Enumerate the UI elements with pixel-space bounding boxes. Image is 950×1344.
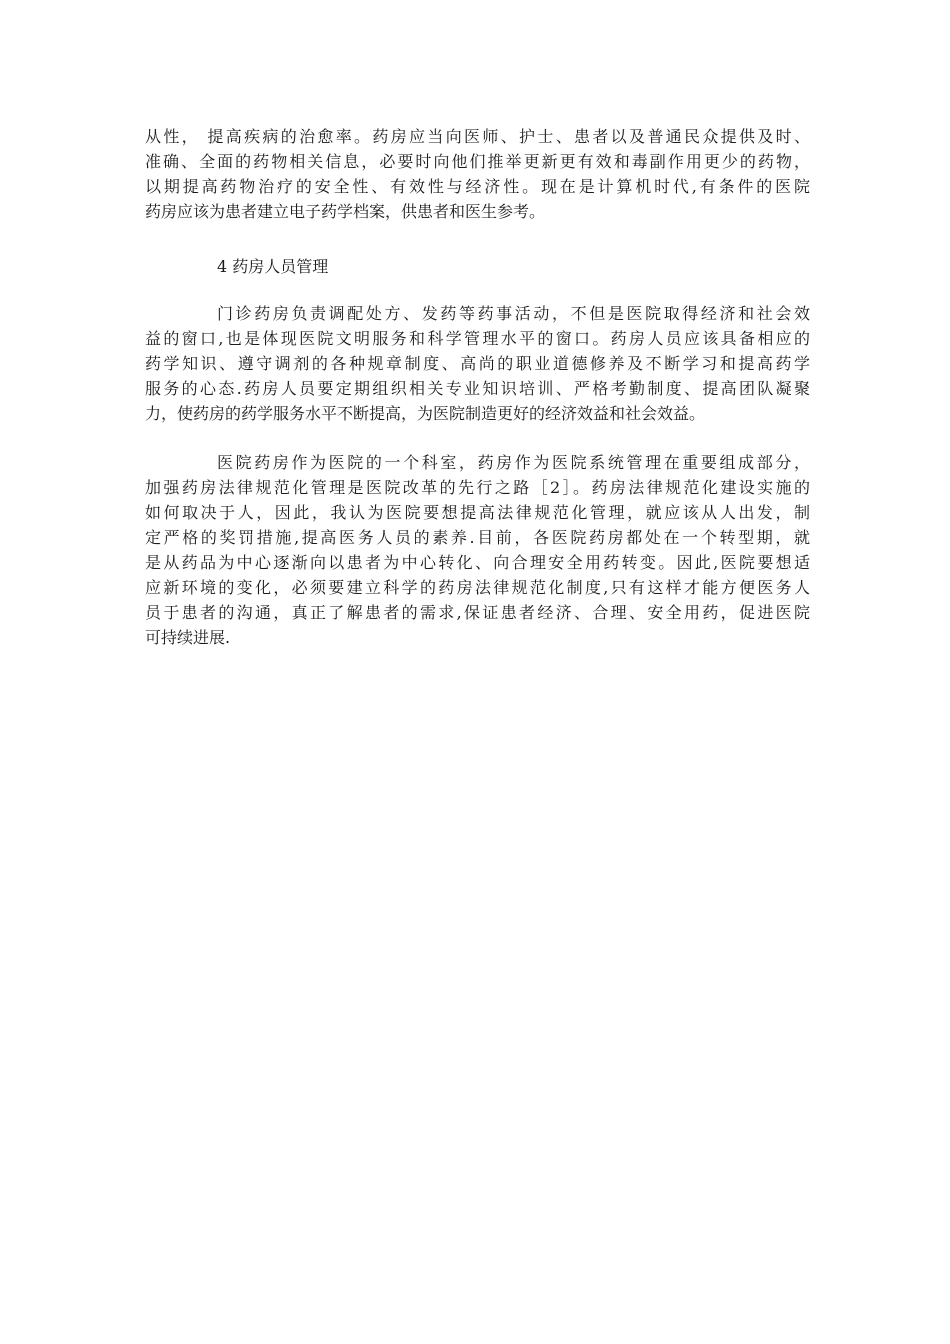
section-heading-text: 4 药房人员管理	[217, 257, 329, 276]
paragraph-1	[145, 124, 810, 224]
paragraph-line: 药房应该为患者建立电子药学档案，供患者和医生参考。	[145, 202, 546, 221]
section-heading	[145, 254, 810, 279]
paragraph-line: 门诊药房负责调配处方、发药等药事活动，不但是医院取得经济和社会效	[217, 304, 810, 323]
paragraph-line: 益的窗口,也是体现医院文明服务和科学管理水平的窗口。药房人员应该具备相应的	[145, 329, 810, 348]
paragraph-line: 力，使药房的药学服务水平不断提高，为医院制造更好的经济效益和社会效益。	[145, 404, 706, 423]
paragraph-line: 定严格的奖罚措施,提高医务人员的素养.目前，各医院药房都处在一个转型期，就	[145, 528, 810, 547]
paragraph-line: 服务的心态.药房人员要定期组织相关专业知识培训、严格考勤制度、提高团队凝聚	[145, 379, 810, 398]
paragraph-line: 准确、全面的药物相关信息，必要时向他们推举更新更有效和毒副作用更少的药物，	[145, 152, 810, 171]
paragraph-line: 医院药房作为医院的一个科室，药房作为医院系统管理在重要组成部分，	[217, 453, 810, 472]
paragraph-2	[145, 301, 810, 426]
paragraph-line: 可持续进展.	[145, 628, 231, 647]
paragraph-line: 以期提高药物治疗的安全性、有效性与经济性。现在是计算机时代,有条件的医院	[145, 177, 810, 196]
paragraph-line: 药学知识、遵守调剂的各种规章制度、高尚的职业道德修养及不断学习和提高药学	[145, 354, 810, 373]
paragraph-line: 员于患者的沟通，真正了解患者的需求,保证患者经济、合理、安全用药，促进医院	[145, 603, 810, 622]
paragraph-line: 应新环境的变化，必须要建立科学的药房法律规范化制度,只有这样才能方便医务人	[145, 578, 810, 597]
paragraph-line: 加强药房法律规范化管理是医院改革的先行之路［2］。药房法律规范化建设实施的	[145, 478, 810, 497]
paragraph-line: 是从药品为中心逐渐向以患者为中心转化、向合理安全用药转变。因此,医院要想适	[145, 553, 810, 572]
paragraph-3	[145, 450, 810, 650]
paragraph-line: 如何取决于人，因此，我认为医院要想提高法律规范化管理，就应该从人出发，制	[145, 503, 810, 522]
paragraph-line: 从性， 提高疾病的治愈率。药房应当向医师、护士、患者以及普通民众提供及时、	[145, 127, 810, 146]
